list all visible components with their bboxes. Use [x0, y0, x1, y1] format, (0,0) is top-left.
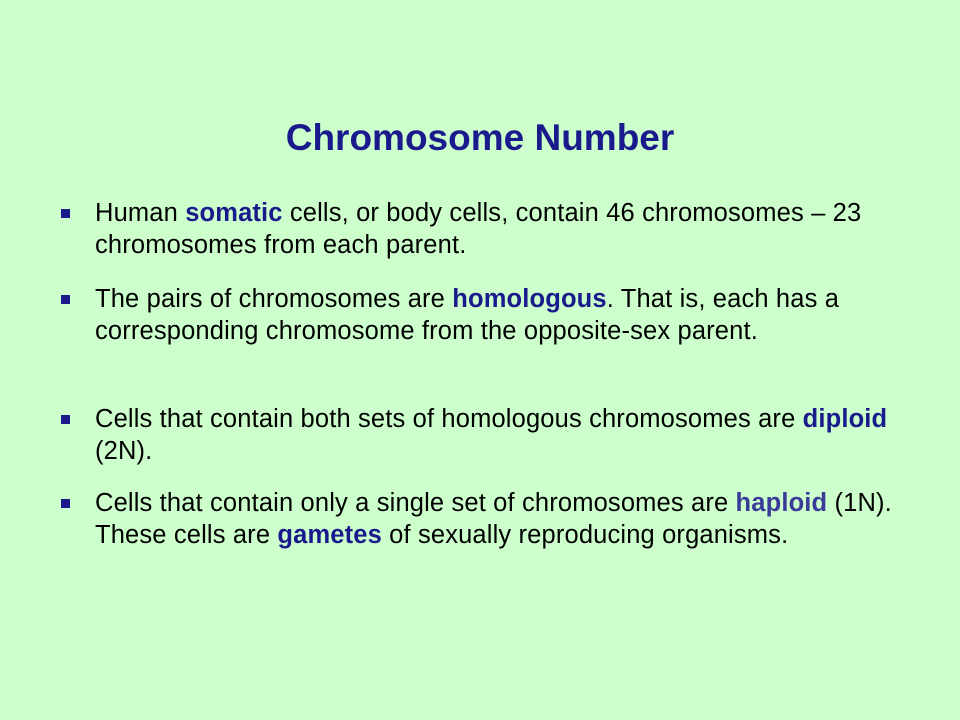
keyword-haploid: haploid	[735, 489, 828, 517]
square-bullet-icon	[61, 295, 70, 304]
bullet-item-haploid	[58, 487, 918, 551]
keyword-gametes: gametes	[277, 521, 382, 549]
keyword-somatic: somatic	[185, 199, 283, 227]
bullet-text-segment: Cells that contain both sets of homologous chromosomes are	[95, 405, 803, 433]
bullet-text-segment: The pairs of chromosomes are	[95, 285, 453, 313]
bullet-text	[95, 283, 918, 347]
bullet-text-segment: (2N).	[95, 437, 153, 465]
square-bullet-icon	[61, 415, 70, 424]
bullet-text	[95, 403, 918, 467]
bullet-text-segment: . That is, each has a corresponding chromosome from the opposite-sex parent.	[95, 285, 840, 345]
bullet-item-diploid	[58, 403, 918, 467]
bullet-text-segment: Cells that contain only a single set of chromosomes are	[95, 489, 736, 517]
bullet-item-somatic	[58, 197, 918, 261]
keyword-diploid: diploid	[802, 405, 888, 433]
bullet-item-homologous	[58, 283, 918, 347]
bullet-text	[95, 487, 918, 551]
slide-title: Chromosome Number	[285, 117, 675, 158]
square-bullet-icon	[61, 499, 70, 508]
bullet-text-segment: (1N). These cells are	[95, 489, 892, 549]
square-bullet-icon	[61, 209, 70, 218]
keyword-homologous: homologous	[452, 285, 607, 313]
bullet-text	[95, 197, 918, 261]
bullet-text-segment: Human	[95, 199, 186, 227]
bullet-text-segment: of sexually reproducing organisms.	[381, 521, 789, 549]
bullet-text-segment: cells, or body cells, contain 46 chromosomes – 23 chromosomes from each parent.	[95, 199, 862, 259]
